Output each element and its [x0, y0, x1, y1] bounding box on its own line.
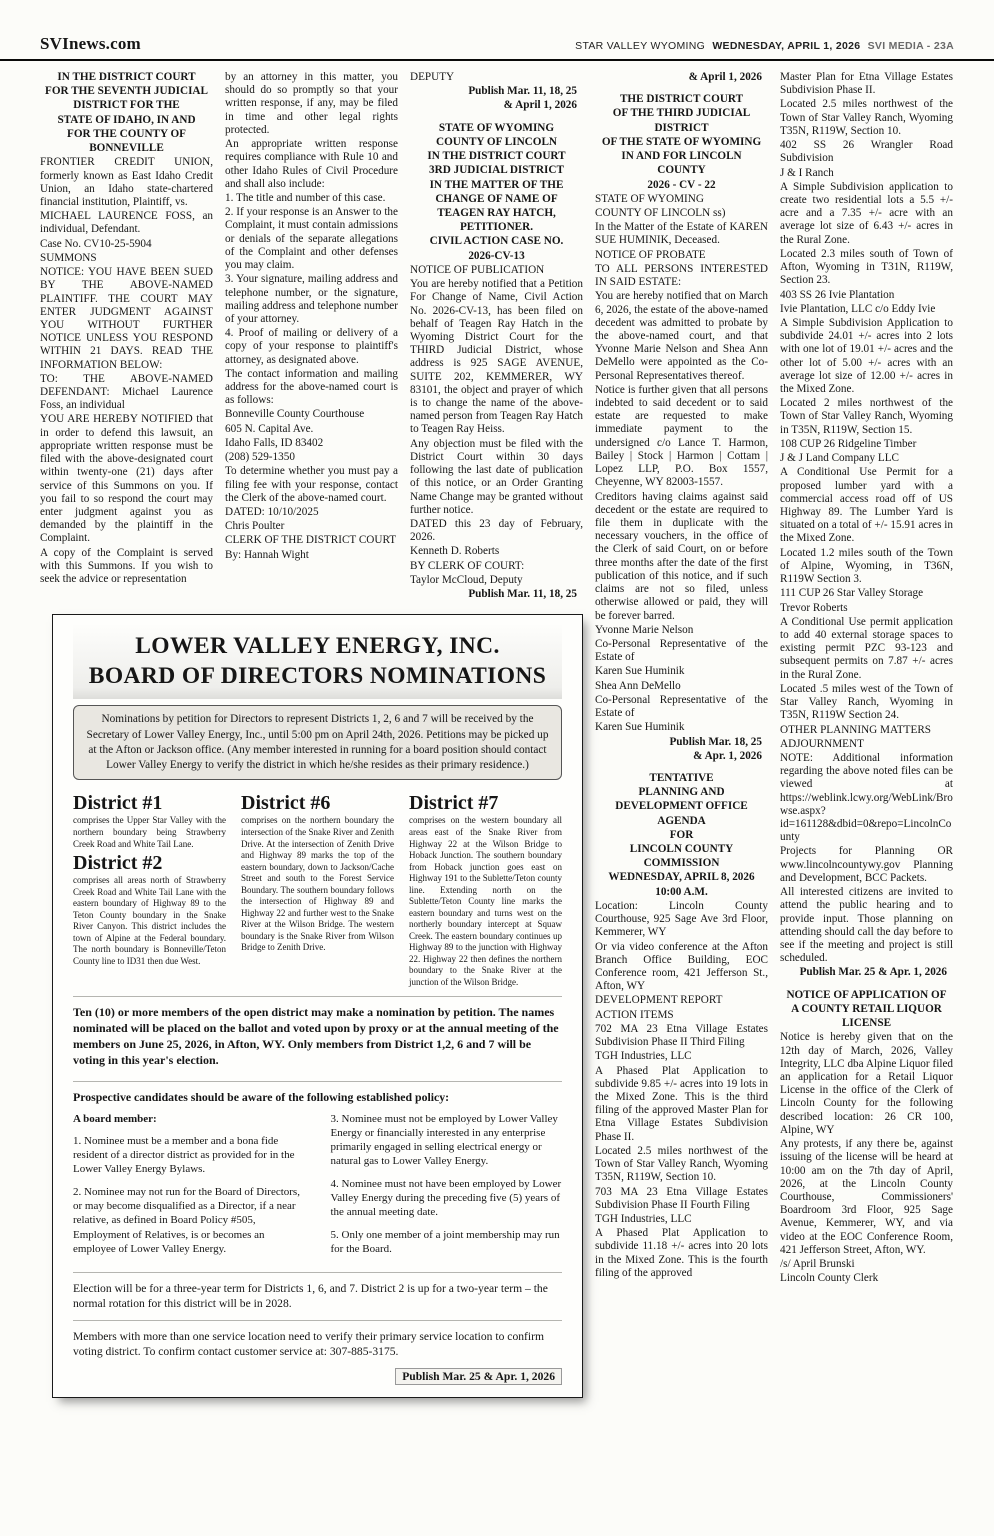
notice-paragraph: COUNTY OF LINCOLN — [436, 135, 557, 148]
notice-paragraph: /s/ April Brunski — [780, 1258, 855, 1271]
notice-paragraph: 111 CUP 26 Star Valley Storage — [780, 587, 924, 600]
notice-paragraph: SUMMONS — [40, 251, 97, 264]
notice-paragraph: Located 2 miles northwest of the Town of Star Valley Ranch, Wyoming in T35N, R119W, Section 15. — [780, 397, 953, 436]
ad-title-block — [73, 623, 562, 699]
left-region — [40, 71, 583, 1398]
district-2-name: District #2 — [73, 852, 163, 875]
notice-paragraph: A Simple Subdivision Application to subdivide 24.01 +/- acres into 2 lots with one lot of 19.01 +/- acres and the other lot of 5.00 +/- acres with an average lot size of 12.00 +/- acres in the Mixed Zone. — [780, 316, 953, 396]
notice-paragraph: Notice is hereby given that on the 12th day of March, 2026, Valley Integrity, LLC dba Alpine Liquor filed an application for a Retail Liquor License in the office of the Clerk of Lincoln County for the following described location: 26 CR 100, Alpine, WY — [780, 1031, 953, 1136]
notice-paragraph: CLERK OF THE DISTRICT COURT — [225, 534, 397, 547]
notice-paragraph: OF THE STATE OF WYOMING — [601, 135, 762, 148]
notice-paragraph: 4. Proof of mailing or delivery of a copy of your response to plaintiff's attorney, as designated above. — [225, 327, 398, 366]
service-location-note: Members with more than one service location need to verify their primary service location to confirm voting district. To confirm contact customer service at: 307-885-3175. — [73, 1329, 544, 1359]
notice-paragraph: 1. The title and number of this case. — [225, 191, 386, 204]
notice-paragraph: TO ALL PERSONS INTERESTED IN SAID ESTATE: — [595, 262, 768, 289]
notice-paragraph: J & I Ranch — [780, 166, 834, 179]
notice-paragraph: AGENDA — [657, 814, 706, 827]
notice-paragraph: FOR THE SEVENTH JUDICIAL — [45, 85, 208, 98]
district-column-c — [409, 790, 562, 988]
notice-paragraph: TGH Industries, LLC — [595, 1212, 692, 1225]
notice-paragraph: FRONTIER CREDIT UNION, formerly known as East Idaho Credit Union, an Idaho state-chartered financial institution, Plaintiff, vs. — [40, 156, 213, 208]
notice-paragraph: 703 MA 23 Etna Village Estates Subdivision Phase II Fourth Filing — [595, 1185, 768, 1211]
notice-paragraph: Publish Mar. 25 & Apr. 1, 2026 — [799, 966, 947, 979]
notice-paragraph: In the Matter of the Estate of KAREN SUE HUMINIK, Deceased. — [595, 221, 768, 247]
notice-paragraph: & April 1, 2026 — [688, 71, 762, 83]
legal-column-1 — [40, 71, 213, 602]
notice-paragraph: by an attorney in this matter, you should do so promptly so that your written response, if any, may be filed in time and other legal rights protected. — [225, 71, 398, 136]
notice-paragraph: 605 N. Capital Ave. — [225, 422, 314, 435]
notice-paragraph: Located 1.2 miles south of the Town of Alpine, Wyoming, in T36N, R119W Section 3. — [780, 546, 953, 586]
policy-heading: Prospective candidates should be aware of the following established policy: — [73, 1089, 450, 1104]
rule-1: 1. Nominee must be a member and a bona fide resident of a director district as provided for in the Lower Valley Energy Bylaws. — [73, 1134, 295, 1176]
notice-paragraph: IN THE DISTRICT COURT — [57, 71, 196, 83]
rule-4: 4. Nominee must not have been employed by Lower Valley Energy during the preceding five (5) years of the annual meeting date. — [330, 1177, 562, 1219]
masthead-info — [575, 40, 954, 52]
notice-paragraph: A Phased Plat Application to subdivide 11.18 +/- acres into 20 lots in the Mixed Zone. This is the fourth filing of the approved — [595, 1227, 768, 1279]
notice-paragraph: Taylor McCloud, Deputy — [410, 573, 523, 586]
upper-notice-columns — [40, 71, 583, 602]
notice-paragraph: All interested citizens are invited to attend the public hearing and to provide input. Those planning on attending should call the day before to see if the meeting and project is still scheduled. — [780, 886, 953, 965]
notice-paragraph: COUNTY OF LINCOLN ss) — [595, 206, 726, 219]
ad-intro-text: Nominations by petition for Directors to represent Districts 1, 2, 6 and 7 will be received by the Secretary of Lower Valley Energy, Inc., until 5:00 pm on April 24th, 2026. Petitions may be picked up at the Afton or Jackson office. (Any member interested in running for a board position should contact Lower Valley Energy to verify the district in which he/she resides as their primary residence.) — [73, 705, 562, 780]
notice-paragraph: BONNEVILLE — [89, 142, 164, 155]
notice-paragraph: Projects for Planning OR www.lincolncountywy.gov Planning and Development, BCC Packets. — [780, 845, 953, 884]
notice-paragraph: Karen Sue Huminik — [595, 665, 685, 678]
district-column-b — [241, 790, 394, 988]
legal-column-3 — [410, 71, 583, 602]
notice-paragraph: TENTATIVE — [649, 771, 714, 784]
notice-paragraph: DEVELOPMENT REPORT — [595, 994, 723, 1007]
notice-paragraph: Notice is further given that all persons indebted to said decedent or to said estate are requested to make immediate payment to the undersigned c/o Lance T. Harmon, Bailey | Stock | Harmon | Cottam | Lopez LLP, P.O. Box 1557, Cheyenne, WY 82003-1557. — [595, 383, 768, 489]
notice-paragraph: Publish Mar. 11, 18, 25 — [468, 85, 577, 98]
notice-paragraph: You are hereby notified that a Petition For Change of Name, Civil Action No. 2026-CV-13, has been filed on behalf of Teagen Ray Hatch in the Wyoming District Court for the THIRD Judicial District, whose address is 925 SAGE AVENUE, SUITE 202, KEMMERER, WY 83101, the object and prayer of which is to change the name of the above-named person from Teagen Ray Hatch to Teagen Ray Heiss. — [410, 278, 583, 436]
masthead — [0, 0, 994, 61]
notice-paragraph: Creditors having claims against said decedent or the estate are required to file them in duplicate with the necessary vouchers, in the office of the Clerk of said Court, on or before three months after the date of the first publication of this notice, and if such claims are not so filed, unless otherwise allowed or paid, they will be forever barred. — [595, 490, 768, 622]
ad-title-line2: BOARD OF DIRECTORS NOMINATIONS — [88, 663, 547, 690]
ad-publish-line: Publish Mar. 25 & Apr. 1, 2026 — [395, 1368, 562, 1385]
notice-paragraph: Or via video conference at the Afton Branch Office Building, EOC Conference room, 421 Jefferson St., Afton, WY — [595, 940, 768, 993]
notice-paragraph: IN THE DISTRICT COURT — [427, 150, 566, 163]
district-7-desc: comprises on the western boundary all areas east of the Snake River from Highway 22 at the Wilson Bridge to Hoback Junction. The southern boundary from Hoback junction goes east on Highway 191 to the Sublette/Teton county line. Extending north on the Sublette/Teton County line marks the eastern boundary and turns west on the northerly boundary intercept at Squaw Creek. The eastern boundary continues up Highway 89 to the junction with Highway 22. Highway 22 then defines the northern boundary to the Snake River at the junction of the Wilson Bridge. — [409, 815, 562, 987]
notice-paragraph: 702 MA 23 Etna Village Estates Subdivision Phase II Third Filing — [595, 1022, 768, 1049]
district-column-a — [73, 790, 226, 988]
notice-paragraph: FOR — [669, 828, 694, 841]
section-divider — [73, 1081, 562, 1082]
notice-paragraph: Located 2.3 miles south of Town of Afton, Wyoming in T31N, R119W, Section 23. — [780, 247, 953, 287]
notice-paragraph: CHANGE OF NAME OF — [435, 192, 558, 205]
notice-paragraph: 10:00 A.M. — [655, 885, 708, 898]
notice-paragraph: PLANNING AND — [638, 786, 725, 799]
notice-paragraph: Located .5 miles west of the Town of Star Valley Ranch, Wyoming in T35N, R119W Section 24. — [780, 682, 953, 722]
notice-paragraph: 3. Your signature, mailing address and telephone number, or the signature, mailing address and telephone number of your attorney. — [225, 273, 398, 325]
notice-paragraph: 402 SS 26 Wrangler Road Subdivision — [780, 139, 953, 165]
rules-left-column — [73, 1112, 305, 1265]
notice-paragraph: The contact information and mailing address for the above-named court is as follows: — [225, 367, 398, 407]
notice-paragraph: Located 2.5 miles northwest of the Town of Star Valley Ranch, Wyoming T35N, R119W, Section 10. — [595, 1144, 768, 1184]
notice-paragraph: 403 SS 26 Ivie Plantation — [780, 288, 895, 301]
district-6-desc: comprises on the northern boundary the intersection of the Snake River and Zenith Drive. At the intersection of Zenith Drive and Highway 89 marks the top of the eastern boundary, down to Jackson/Cache Street and south to the Forest Service Boundary. The southern boundary follows the intersection of Highway 89 and Highway 22 and further west to the Snake River at the Wilson Bridge. The western boundary is the Snake River from Wilson Bridge to Zenith Drive. — [241, 815, 394, 953]
notice-paragraph: 2026 - CV - 22 — [647, 178, 716, 191]
district-1-desc: comprises the Upper Star Valley with the northern boundary being Strawberry Creek Road and White Tail Lane. — [73, 815, 226, 849]
notice-paragraph: STATE OF WYOMING — [438, 121, 555, 134]
notice-paragraph: Any protests, if any there be, against issuing of the license will be heard at 10:00 am on the 7th day of April, 2026, at the Lincoln County Courthouse, Commissioners' Boardroom 3rd Floor, 925 Sage Avenue, Kemmerer, WY, and via video at the EOC Conference Room, 421 Jefferson Street, Afton, WY. — [780, 1138, 953, 1256]
district-2-desc: comprises all areas north of Strawberry Creek Road and White Tail Lane with the eastern boundary of Highway 89 to the Teton County boundary in the Snake River Canyon. This district includes the town of Alpine at the Federal boundary. The north boundary is Bonneville/Teton County line to ID31 then due West. — [73, 875, 226, 966]
notice-paragraph: By: Hannah Wight — [225, 548, 309, 561]
notice-paragraph: A Conditional Use Permit for a proposed lumber yard with a commercial access road off of US Highway 89. The Lumber Yard is situated on a total of +/- 15.91 acres in the Mixed Zone. — [780, 466, 953, 545]
notice-paragraph: Kenneth D. Roberts — [410, 545, 500, 558]
notice-paragraph: Co-Personal Representative of the Estate of — [595, 637, 768, 664]
district-descriptions — [73, 790, 562, 997]
notice-paragraph: A Phased Plat Application to subdivide 9.85 +/- acres into 19 lots in the Mixed Zone. This is the third filing of the approved Master Plan for Etna Village Estates Subdivision Phase II. — [595, 1064, 768, 1143]
board-member-heading: A board member: — [73, 1112, 157, 1125]
notice-paragraph: A Simple Subdivision application to create two residential lots a 5.5 +/- acre and a 7.35 +/- acre with an average lot size of 6.43 +/- acres in the Rural Zone. — [780, 180, 953, 246]
page-content — [0, 61, 994, 1398]
notice-paragraph: Trevor Roberts — [780, 601, 848, 614]
district-7-name: District #7 — [409, 792, 499, 815]
rules-right-column — [331, 1112, 563, 1265]
notice-paragraph: Publish Mar. 11, 18, 25 — [468, 588, 577, 601]
site-name: SVInews.com — [40, 34, 141, 53]
notice-paragraph: IN THE MATTER OF THE — [429, 178, 564, 191]
notice-paragraph: Case No. CV10-25-5904 — [40, 237, 152, 250]
notice-paragraph: DEPUTY — [410, 71, 455, 83]
notice-paragraph: IN AND FOR LINCOLN — [621, 150, 742, 163]
nomination-note: Ten (10) or more members of the open district may make a nomination by petition. The names nominated will be placed on the ballot and voted upon by proxy or at the annual meeting of the members on June 25, 2026, in Afton, WY. Only members from District 1,2, 6 and 7 will be voting in this year's election. — [73, 1005, 559, 1067]
notice-paragraph: FOR THE COUNTY OF — [66, 127, 187, 140]
notice-paragraph: BY CLERK OF COURT: — [410, 559, 525, 572]
candidate-rules — [73, 1112, 562, 1265]
notice-paragraph: Ivie Plantation, LLC c/o Eddy Ivie — [780, 302, 936, 315]
rule-3: 3. Nominee must not be employed by Lower Valley Energy or financially interested in any enterprise primarily engaged in selling electrical energy or natural gas to Lower Valley Energy. — [330, 1112, 558, 1168]
notice-paragraph: Shea Ann DeMello — [595, 679, 681, 692]
notice-paragraph: Master Plan for Etna Village Estates Subdivision Phase II. — [780, 71, 953, 97]
notice-paragraph: DISTRICT — [654, 121, 709, 134]
notice-paragraph: DATED: 10/10/2025 — [225, 506, 319, 518]
notice-paragraph: Co-Personal Representative of the Estate of — [595, 693, 768, 720]
notice-paragraph: COMMISSION — [643, 857, 720, 870]
notice-paragraph: An appropriate written response requires compliance with Rule 10 and other Idaho Rules of Civil Procedure and shall also include: — [225, 138, 398, 190]
rule-2: 2. Nominee may not run for the Board of Directors, or may become disqualified as a Director, if a near relative, as defined in Board Policy #505, Employment of Relatives, is or becomes an employee of Lower Valley Energy. — [73, 1185, 300, 1255]
notice-paragraph: DEVELOPMENT OFFICE — [615, 800, 748, 813]
notice-paragraph: Karen Sue Huminik — [595, 721, 685, 734]
rule-5: 5. Only one member of a joint membership may run for the Board. — [330, 1228, 560, 1255]
notice-paragraph: MICHAEL LAURENCE FOSS, an individual, Defendant. — [40, 210, 213, 236]
notice-paragraph: THE DISTRICT COURT — [619, 93, 744, 106]
notice-paragraph: NOTICE OF APPLICATION OF — [786, 988, 947, 1001]
notice-paragraph: LINCOLN COUNTY — [629, 843, 734, 856]
notice-paragraph: NOTICE OF PROBATE — [595, 248, 706, 261]
notice-paragraph: WEDNESDAY, APRIL 8, 2026 — [608, 871, 755, 884]
notice-paragraph: Bonneville County Courthouse — [225, 408, 365, 421]
notice-paragraph: COUNTY — [657, 164, 706, 177]
notice-paragraph: 2026-CV-13 — [468, 249, 525, 262]
notice-paragraph: NOTICE: YOU HAVE BEEN SUED BY THE ABOVE-NAMED PLAINTIFF. THE COURT MAY ENTER JUDGMENT AGAINST YOU WITHOUT FURTHER NOTICE UNLESS YOU RESPOND WITHIN 21 DAYS. READ THE INFORMATION BELOW: — [40, 266, 213, 371]
district-6-name: District #6 — [241, 792, 331, 815]
masthead-region: STAR VALLEY WYOMING — [575, 40, 706, 52]
notice-paragraph: To determine whether you must pay a filing fee with your response, contact the Clerk of the above-named court. — [225, 465, 398, 504]
legal-column-4 — [595, 71, 768, 1281]
notice-paragraph: 2. If your response is an Answer to the Complaint, it must contain admissions or denials of the separate allegations of the Complaint and other defenses you may claim. — [225, 206, 398, 272]
notice-paragraph: You are hereby notified that on March 6, 2026, the estate of the above-named decedent was admitted to probate by the above-named court, and that Yvonne Marie Nelson and Shea Ann DeMello were appointed as the Co-Personal Representatives thereof. — [595, 290, 768, 382]
notice-paragraph: Located 2.5 miles northwest of the Town of Star Valley Ranch, Wyoming T35N, R119W, Section 10. — [780, 98, 953, 137]
ad-title-line1: LOWER VALLEY ENERGY, INC. — [135, 633, 500, 660]
notice-paragraph: STATE OF IDAHO, IN AND — [57, 113, 196, 126]
notice-paragraph: LICENSE — [841, 1017, 892, 1030]
masthead-date: WEDNESDAY, APRIL 1, 2026 — [712, 40, 861, 52]
legal-column-5 — [780, 71, 953, 1286]
notice-paragraph: Chris Poulter — [225, 520, 285, 533]
notice-paragraph: OF THE THIRD JUDICIAL — [612, 107, 751, 120]
election-note: Election will be for a three-year term for Districts 1, 6, and 7. District 2 is up for a two-year term – the normal rotation for this district will be in 2028. — [73, 1282, 548, 1311]
notice-paragraph: CIVIL ACTION CASE NO. — [429, 235, 564, 248]
notice-paragraph: YOU ARE HEREBY NOTIFIED that in order to defend this lawsuit, an appropriate written response must be filed with the above-designated court within twenty-one (21) days after service of this Summons on you. If you fail to so respond the court may enter judgment against you as demanded by the plaintiff in the Complaint. — [40, 413, 213, 545]
notice-paragraph: ACTION ITEMS — [595, 1008, 674, 1021]
notice-paragraph: OTHER PLANNING MATTERS — [780, 723, 932, 736]
masthead-edition: SVI MEDIA - 23A — [867, 40, 954, 52]
notice-paragraph: DISTRICT FOR THE — [73, 99, 180, 112]
notice-paragraph: A copy of the Complaint is served with this Summons. If you wish to seek the advice or representation — [40, 546, 213, 586]
notice-paragraph: ADJOURNMENT — [780, 737, 864, 750]
notice-paragraph: Location: Lincoln County Courthouse, 925 Sage Ave 3rd Floor, Kemmerer, WY — [595, 899, 768, 939]
district-1-name: District #1 — [73, 792, 163, 815]
notice-paragraph: 3RD JUDICIAL DISTRICT — [429, 164, 564, 177]
legal-column-2 — [225, 71, 398, 602]
notice-paragraph: (208) 529-1350 — [225, 451, 295, 464]
notice-paragraph: & Apr. 1, 2026 — [693, 749, 762, 762]
notice-paragraph: Any objection must be filed with the District Court within 30 days following the last date of publication of this notice, or an Order Granting Name Change may be granted without further notice. — [410, 437, 583, 516]
notice-paragraph: A Conditional Use permit application to add 40 external storage spaces to existing permit PZC 93-123 and subsequent permits on 7.87 +/- acres in the Rural Zone. — [780, 615, 953, 681]
notice-paragraph: Lincoln County Clerk — [780, 1272, 879, 1285]
notice-paragraph: A COUNTY RETAIL LIQUOR — [791, 1002, 942, 1015]
notice-paragraph: TO: THE ABOVE-NAMED DEFENDANT: Michael Laurence Foss, an individual — [40, 372, 213, 412]
notice-paragraph: & April 1, 2026 — [503, 99, 577, 112]
notice-paragraph: PETITIONER. — [459, 221, 534, 234]
ad-publish-row — [73, 1367, 562, 1385]
notice-paragraph: TGH Industries, LLC — [595, 1050, 692, 1063]
notice-paragraph: Yvonne Marie Nelson — [595, 623, 694, 636]
notice-paragraph: STATE OF WYOMING — [595, 192, 704, 205]
notice-paragraph: J & J Land Company LLC — [780, 452, 900, 465]
notice-paragraph: Publish Mar. 18, 25 — [669, 735, 762, 748]
notice-paragraph: Idaho Falls, ID 83402 — [225, 436, 324, 449]
notice-paragraph: TEAGEN RAY HATCH, — [437, 206, 556, 219]
lower-valley-energy-ad — [52, 614, 583, 1398]
notice-paragraph: 108 CUP 26 Ridgeline Timber — [780, 437, 917, 450]
section-divider — [73, 1272, 562, 1273]
notice-paragraph: NOTICE OF PUBLICATION — [410, 263, 545, 276]
notice-paragraph: DATED this 23 day of February, 2026. — [410, 518, 583, 544]
section-divider — [73, 1320, 562, 1321]
notice-paragraph: NOTE: Additional information regarding the above noted files can be viewed at https://weblink.lcwy.org/WebLink/Browse.aspx?id=161128&dbid=0&repo=LincolnCounty — [780, 751, 953, 844]
